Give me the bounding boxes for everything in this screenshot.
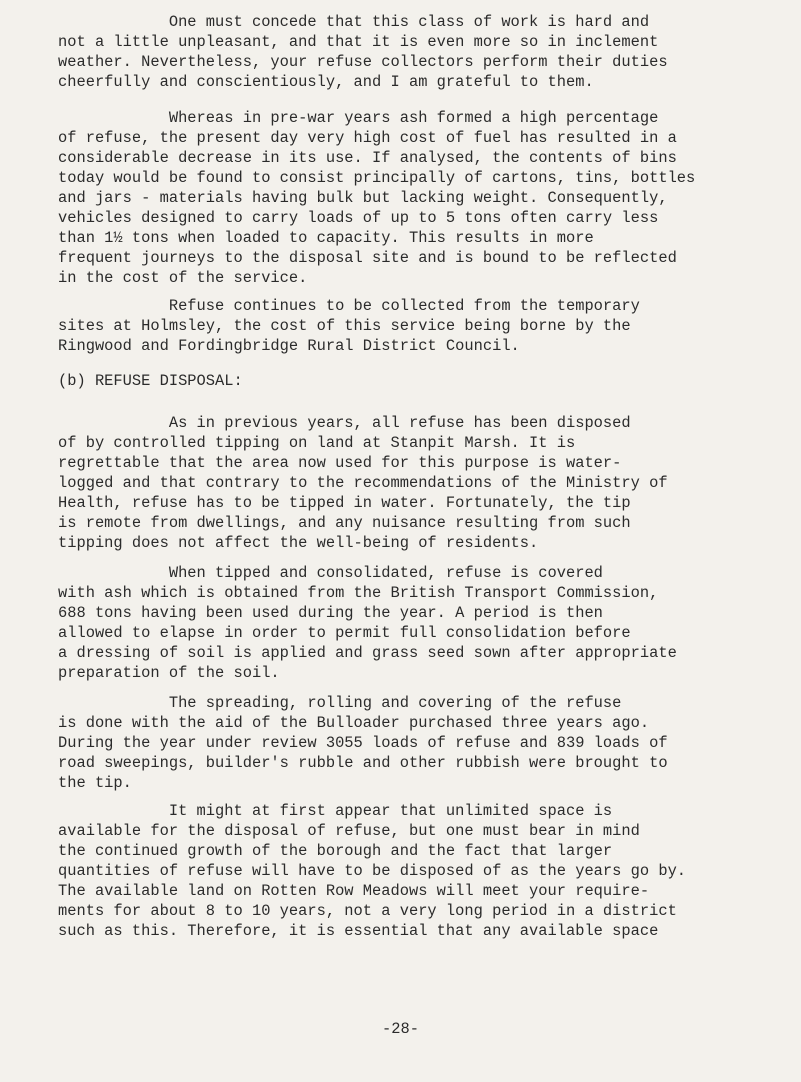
paragraph-holmsley: Refuse continues to be collected from the temporary sites at Holmsley, the cost of this service being borne by the Ringwood and Fordingbridge Rural District Council. bbox=[58, 297, 640, 355]
paragraph-unlimited-space: It might at first appear that unlimited space is available for the disposal of refuse, but one must bear in mind the continued growth of the borough and the fact that larger quantities of refuse will have to be disposed of as the years go by. The available land on Rotten Row Meadows will meet your require- ments for about 8 to 10 years, not a very long period in a district such as this. Therefore, it is essential that any available space bbox=[58, 802, 687, 940]
paragraph-consolidation: When tipped and consolidated, refuse is covered with ash which is obtained from the British Transport Commission, 688 tons having been used during the year. A period is then allowed to elapse in order to permit full consolidation before a dressing of soil is applied and grass seed sown after appropriate preparation of the soil. bbox=[58, 564, 677, 682]
paragraph-refuse-collectors: One must concede that this class of work is hard and not a little unpleasant, and that it is even more so in inclement weather. Nevertheless, your refuse collectors perform their duties cheerfully and conscientiously, and I am grateful to them. bbox=[58, 13, 668, 91]
page-number: -28- bbox=[382, 1020, 419, 1038]
section-heading-refuse-disposal: (b) REFUSE DISPOSAL: bbox=[58, 372, 243, 390]
paragraph-controlled-tipping: As in previous years, all refuse has been disposed of by controlled tipping on land at Stanpit Marsh. It is regrettable that the area now used for this purpose is water- logged and that contrary to the recommendations of the Ministry of Health, refuse has to be tipped in water. Fortunately, the tip is remote from dwellings, and any nuisance resulting from such tipping does not affect the well-being of residents. bbox=[58, 414, 668, 552]
paragraph-refuse-composition: Whereas in pre-war years ash formed a high percentage of refuse, the present day very high cost of fuel has resulted in a considerable decrease in its use. If analysed, the contents of bins today would be found to consist principally of cartons, tins, bottles and jars - materials having bulk but lacking weight. Consequently, vehicles designed to carry loads of up to 5 tons often carry less than 1½ tons when loaded to capacity. This results in more frequent journeys to the disposal site and is bound to be reflected in the cost of the service. bbox=[58, 109, 696, 287]
paragraph-bulloader: The spreading, rolling and covering of the refuse is done with the aid of the Bulloader purchased three years ago. During the year under review 3055 loads of refuse and 839 loads of road sweepings, builder's rubble and other rubbish were brought to the tip. bbox=[58, 694, 668, 792]
